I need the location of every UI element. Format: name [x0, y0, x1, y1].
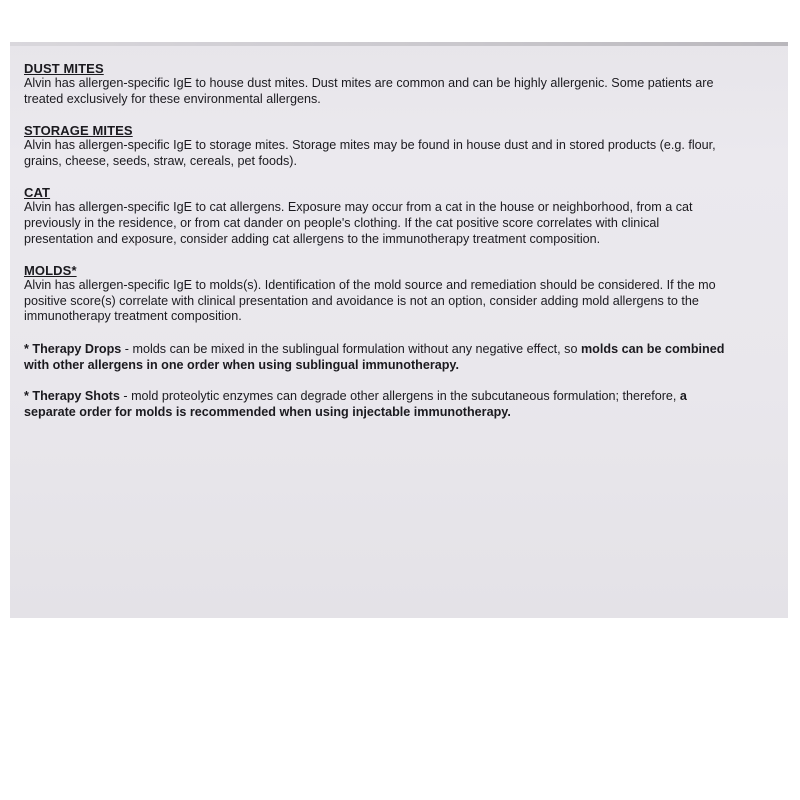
section-body	[24, 138, 788, 169]
body-line: Alvin has allergen-specific IgE to storage mites. Storage mites may be found in house dust and in stored products (e.g. flour,	[24, 138, 716, 153]
note-text: - mold proteolytic enzymes can degrade other allergens in the subcutaneous formulation; therefore,	[119, 389, 680, 404]
section-dust-mites	[24, 62, 788, 107]
section-body	[24, 76, 788, 107]
paper-top-edge	[10, 42, 788, 46]
note-lead: * Therapy Drops	[24, 341, 122, 356]
note-text: - molds can be mixed in the sublingual formulation without any negative effect, so	[121, 341, 581, 356]
note-emphasis-line: with other allergens in one order when using sublingual immunotherapy.	[24, 357, 459, 372]
body-line: presentation and exposure, consider adding cat allergens to the immunotherapy treatment composition.	[24, 231, 601, 246]
section-storage-mites	[24, 124, 788, 169]
section-body	[24, 278, 788, 325]
section-molds	[24, 264, 788, 325]
section-cat	[24, 186, 788, 247]
document-photo	[10, 42, 788, 618]
body-line: Alvin has allergen-specific IgE to house dust mites. Dust mites are common and can be highly allergenic. Some patients are	[24, 76, 714, 90]
note-therapy-drops	[24, 342, 788, 373]
section-heading: CAT	[24, 185, 51, 201]
body-line: immunotherapy treatment composition.	[24, 309, 242, 324]
body-line: grains, cheese, seeds, straw, cereals, pet foods).	[24, 153, 298, 168]
section-body	[24, 200, 788, 247]
note-emphasis: molds can be combined	[580, 341, 725, 356]
note-therapy-shots	[24, 389, 788, 420]
body-line: Alvin has allergen-specific IgE to cat allergens. Exposure may occur from a cat in the house or neighborhood, from a cat	[24, 200, 693, 215]
section-heading: DUST MITES	[24, 61, 104, 76]
body-line: positive score(s) correlate with clinical presentation and avoidance is not an option, consider adding mold allergens to the	[24, 293, 699, 308]
allergy-report-page	[24, 62, 788, 436]
note-line	[24, 389, 788, 405]
note-emphasis-line: separate order for molds is recommended when using injectable immunotherapy.	[24, 404, 511, 419]
note-lead: * Therapy Shots	[24, 389, 120, 404]
note-line	[24, 342, 788, 358]
body-line: previously in the residence, or from cat dander on people's clothing. If the cat positive score correlates with clinical	[24, 215, 660, 230]
note-emphasis: a	[679, 389, 687, 404]
body-line: Alvin has allergen-specific IgE to molds(s). Identification of the mold source and remediation should be considered. If the mo	[24, 278, 716, 293]
section-heading: STORAGE MITES	[24, 123, 133, 139]
body-line: treated exclusively for these environmental allergens.	[24, 91, 321, 106]
section-heading: MOLDS*	[24, 263, 77, 279]
